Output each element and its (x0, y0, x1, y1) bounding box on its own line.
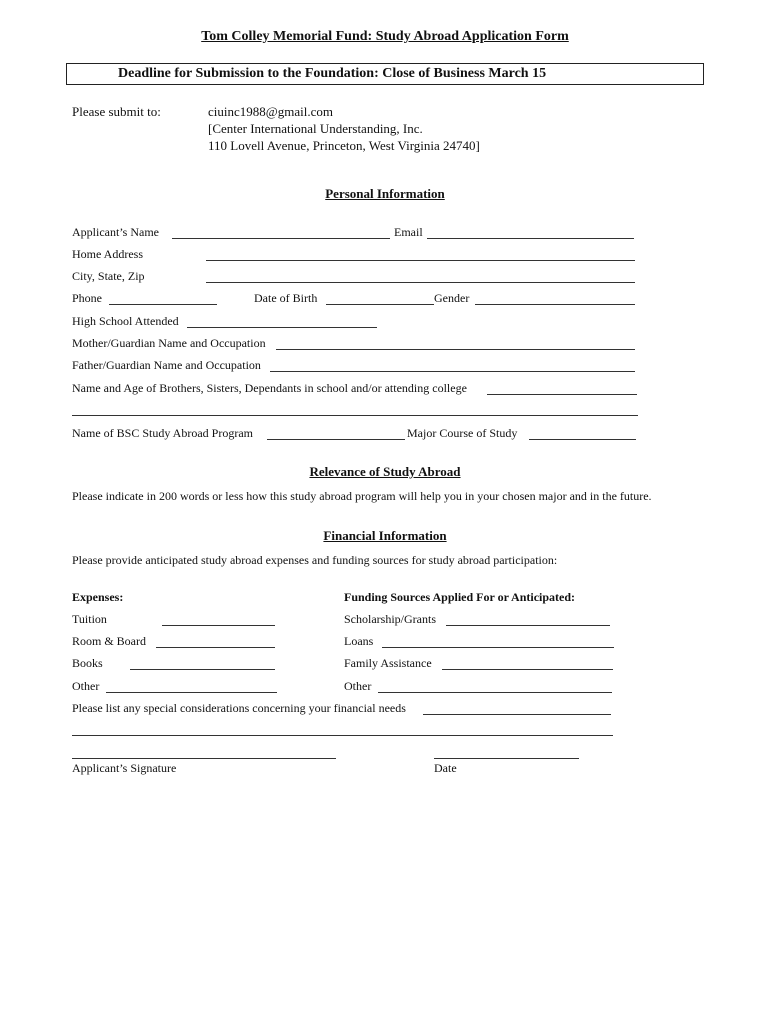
submit-label: Please submit to: (72, 104, 161, 119)
submit-org: [Center International Understanding, Inc. (208, 121, 423, 136)
scholarship-label: Scholarship/Grants (344, 612, 436, 626)
mother-label: Mother/Guardian Name and Occupation (72, 336, 266, 350)
date-label: Date (434, 761, 457, 775)
submit-email: ciuinc1988@gmail.com (208, 104, 333, 119)
applicant-name-label: Applicant’s Name (72, 225, 159, 239)
father-field[interactable] (270, 371, 635, 372)
room-board-field[interactable] (156, 647, 275, 648)
tuition-label: Tuition (72, 612, 107, 626)
siblings-field-continued[interactable] (72, 415, 638, 416)
phone-field[interactable] (109, 304, 217, 305)
major-field[interactable] (529, 439, 636, 440)
books-field[interactable] (130, 669, 275, 670)
gender-label: Gender (434, 291, 470, 305)
program-field[interactable] (267, 439, 405, 440)
form-title: Tom Colley Memorial Fund: Study Abroad Application Form (201, 29, 569, 44)
other-funding-field[interactable] (378, 692, 612, 693)
phone-label: Phone (72, 291, 102, 305)
special-considerations-field[interactable] (423, 714, 611, 715)
other-expense-field[interactable] (106, 692, 277, 693)
email-label: Email (394, 225, 423, 239)
dob-label: Date of Birth (254, 291, 318, 305)
room-board-label: Room & Board (72, 634, 146, 648)
books-label: Books (72, 656, 103, 670)
mother-field[interactable] (276, 349, 635, 350)
home-address-field[interactable] (206, 260, 635, 261)
email-field[interactable] (427, 238, 634, 239)
father-label: Father/Guardian Name and Occupation (72, 358, 261, 372)
loans-field[interactable] (382, 647, 614, 648)
family-label: Family Assistance (344, 656, 432, 670)
signature-label: Applicant’s Signature (72, 761, 177, 775)
signature-field[interactable] (72, 758, 336, 759)
program-label: Name of BSC Study Abroad Program (72, 426, 253, 440)
city-state-zip-field[interactable] (206, 282, 635, 283)
other-funding-label: Other (344, 679, 372, 693)
high-school-field[interactable] (187, 327, 377, 328)
siblings-label: Name and Age of Brothers, Sisters, Dependants in school and/or attending college (72, 381, 467, 395)
relevance-heading: Relevance of Study Abroad (309, 464, 461, 479)
major-label: Major Course of Study (407, 426, 518, 440)
financial-intro: Please provide anticipated study abroad expenses and funding sources for study abroad participation: (72, 553, 558, 567)
personal-heading: Personal Information (325, 186, 445, 201)
scholarship-field[interactable] (446, 625, 610, 626)
dob-field[interactable] (326, 304, 434, 305)
financial-heading: Financial Information (323, 528, 447, 543)
tuition-field[interactable] (162, 625, 275, 626)
special-considerations-label: Please list any special considerations concerning your financial needs (72, 701, 406, 715)
home-address-label: Home Address (72, 247, 143, 261)
applicant-name-field[interactable] (172, 238, 390, 239)
deadline-text: Deadline for Submission to the Foundation: Close of Business March 15 (118, 66, 547, 81)
siblings-field[interactable] (487, 394, 637, 395)
loans-label: Loans (344, 634, 374, 648)
other-expense-label: Other (72, 679, 100, 693)
relevance-text: Please indicate in 200 words or less how this study abroad program will help you in your chosen major and in the future. (72, 489, 652, 503)
expenses-heading: Expenses: (72, 590, 124, 604)
submit-address: 110 Lovell Avenue, Princeton, West Virginia 24740] (208, 138, 480, 153)
high-school-label: High School Attended (72, 314, 179, 328)
gender-field[interactable] (475, 304, 635, 305)
date-field[interactable] (434, 758, 579, 759)
funding-heading: Funding Sources Applied For or Anticipated: (344, 590, 576, 604)
city-state-zip-label: City, State, Zip (72, 269, 145, 283)
family-field[interactable] (442, 669, 613, 670)
special-considerations-field-continued[interactable] (72, 735, 613, 736)
